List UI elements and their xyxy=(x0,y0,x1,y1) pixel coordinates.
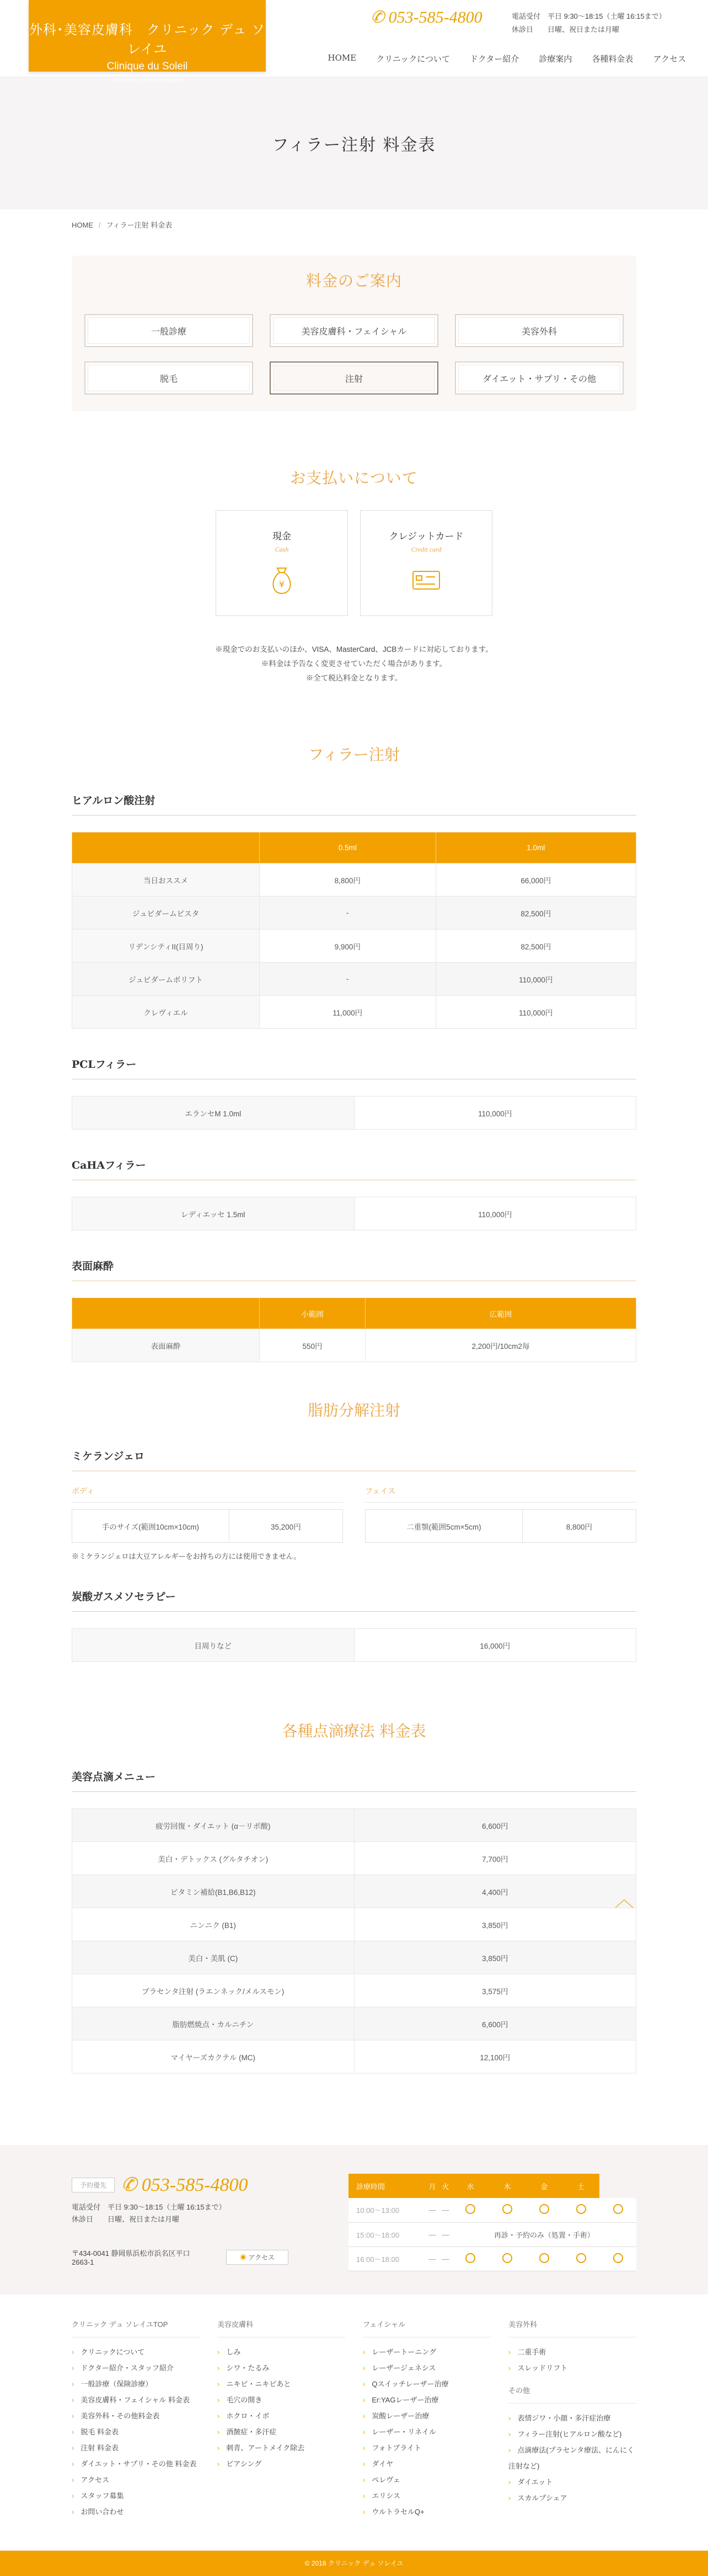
price-cell: 8,800円 xyxy=(260,863,436,897)
footer-link[interactable]: › フィラー注射(ヒアルロン酸など) xyxy=(508,2426,636,2442)
table-row xyxy=(72,1629,636,1662)
row-label: リデンシティII(目周り) xyxy=(72,930,260,963)
footer-link[interactable]: › ホクロ・イボ xyxy=(217,2408,345,2424)
breadcrumb-current: フィラー注射 料金表 xyxy=(106,221,173,229)
body-label: ボディ xyxy=(72,1486,343,1503)
co2-price-table xyxy=(72,1628,636,1662)
table-header-row xyxy=(72,1298,636,1329)
cal-cell: — xyxy=(426,2222,439,2246)
table-header-row xyxy=(348,2174,636,2198)
footer-link[interactable]: › レーザートーニング xyxy=(363,2344,491,2360)
footer-link[interactable]: › エリシス xyxy=(363,2488,491,2504)
footer-link[interactable]: › 二重手術 xyxy=(508,2344,636,2360)
cal-cell: — xyxy=(439,2222,452,2246)
payment-title: お支払いについて xyxy=(290,469,418,487)
footer-col-clinic xyxy=(72,2319,200,2520)
table-row xyxy=(72,1197,636,1230)
consultation-calendar xyxy=(348,2174,636,2271)
price-cell: 550円 xyxy=(260,1329,366,1362)
open-circle-icon xyxy=(576,2204,586,2214)
cal-cell xyxy=(489,2198,526,2222)
row-label: 脂肪燃焼点・カルニチン xyxy=(72,2007,355,2040)
contact-phone[interactable]: ✆ 053-585-4800 xyxy=(121,2175,248,2195)
footer-link[interactable]: › しみ xyxy=(217,2344,345,2360)
footer-link[interactable]: › 点滴療法(プラセンタ療法、にんにく注射など) xyxy=(508,2442,636,2474)
site-header xyxy=(0,0,708,84)
price-cell: 12,100円 xyxy=(354,2040,636,2073)
cal-cell: — xyxy=(439,2246,452,2271)
open-circle-icon xyxy=(539,2204,549,2214)
contact-hours-line: 電話受付 平日 9:30〜18:15（土曜 16:15まで） xyxy=(72,2203,226,2211)
price-cell: 3,850円 xyxy=(354,1941,636,1974)
table-row xyxy=(72,930,636,963)
money-bag-icon xyxy=(265,564,298,597)
footer-link[interactable]: › Er:YAGレーザー治療 xyxy=(363,2392,491,2408)
row-label: 当日おススメ xyxy=(72,863,260,897)
cal-cell xyxy=(489,2246,526,2271)
footer-link[interactable]: › 刺青、アートメイク除去 xyxy=(217,2440,345,2456)
contact-hours xyxy=(72,2201,325,2226)
footer-link[interactable]: › クリニックについて xyxy=(72,2344,200,2360)
price-cell: - xyxy=(260,963,436,996)
clinic-logo[interactable] xyxy=(29,0,266,84)
page-title-band xyxy=(0,77,708,209)
footer-link[interactable]: › ペレヴェ xyxy=(363,2472,491,2488)
open-circle-icon xyxy=(539,2253,549,2263)
footer-link[interactable]: › 毛穴の開き xyxy=(217,2392,345,2408)
payment-notes xyxy=(72,642,636,685)
payment-note: ※料金は予告なく変更させていただく場合があります。 xyxy=(261,660,447,668)
header-hours-line: 電話受付 平日 9:30〜18:15（土曜 16:15まで） xyxy=(512,12,666,20)
col-header: 金 xyxy=(525,2174,562,2198)
cash-card xyxy=(216,510,348,616)
breadcrumb-separator: / xyxy=(99,221,101,229)
col-header: 木 xyxy=(489,2174,526,2198)
price-cell: 82,500円 xyxy=(436,930,636,963)
footer-link[interactable]: › 美容皮膚科・フェイシャル 料金表 xyxy=(72,2392,200,2408)
footer-col-title: 美容外科 xyxy=(508,2319,636,2337)
price-cell: 11,000円 xyxy=(260,996,436,1029)
col-header: 診療時間 xyxy=(348,2174,426,2198)
cal-cell xyxy=(525,2246,562,2271)
phone-icon: ✆ xyxy=(371,8,389,26)
caha-price-table xyxy=(72,1197,636,1230)
table-row xyxy=(72,1510,343,1543)
cal-cell: — xyxy=(439,2198,452,2222)
category-hair-removal-button[interactable]: 脱毛 xyxy=(84,361,253,395)
footer-link[interactable]: › スタッフ募集 xyxy=(72,2488,200,2504)
payment-section xyxy=(72,466,636,685)
col-header: 月 xyxy=(426,2174,439,2198)
footer-links xyxy=(0,2294,708,2551)
nav-access[interactable]: アクセス xyxy=(653,54,686,64)
row-label: ニンニク (B1) xyxy=(72,1908,355,1941)
reservation-badge: 予約優先 xyxy=(72,2178,115,2192)
table-row xyxy=(72,1809,636,1842)
mikeran-heading: ミケランジェロ xyxy=(72,1448,636,1471)
phone-icon: ✆ xyxy=(121,2175,142,2195)
breadcrumb-home[interactable]: HOME xyxy=(72,221,93,229)
table-row xyxy=(366,1510,636,1543)
cash-subtitle: Cash xyxy=(275,546,289,553)
payment-note: ※全て税込料金となります。 xyxy=(305,674,403,682)
footer-link[interactable]: › 酒皶症・多汗症 xyxy=(217,2424,345,2440)
cal-span-cell: 再診・予約のみ（処置・手術） xyxy=(452,2222,636,2246)
co2-heading: 炭酸ガスメソセラピー xyxy=(72,1589,636,1612)
open-circle-icon xyxy=(502,2204,512,2214)
map-pin-icon: ◉ xyxy=(240,2253,249,2261)
mikeran-body xyxy=(72,1486,343,1543)
nav-doctor[interactable]: ドクター紹介 xyxy=(470,54,519,64)
col-header xyxy=(72,1298,260,1329)
credit-card-icon xyxy=(410,564,443,597)
credit-card-card xyxy=(360,510,492,616)
footer-link[interactable]: › お問い合わせ xyxy=(72,2504,200,2520)
row-label: ビタミン補給(B1,B6,B12) xyxy=(72,1875,355,1908)
table-row xyxy=(72,2007,636,2040)
open-circle-icon xyxy=(613,2253,623,2263)
time-slot: 10:00〜13:00 xyxy=(348,2198,426,2222)
row-label: 表面麻酔 xyxy=(72,1329,260,1362)
row-label: 疲労回復・ダイエット (α－リポ酸) xyxy=(72,1809,355,1842)
price-cell: 4,400円 xyxy=(354,1875,636,1908)
col-header: 1.0ml xyxy=(436,833,636,863)
footer-link[interactable]: › シワ・たるみ xyxy=(217,2360,345,2376)
mikeran-note: ※ミケランジェロは大豆アレルギーをお持ちの方には使用できません。 xyxy=(72,1552,301,1560)
credit-title: クレジットカード xyxy=(389,531,464,542)
table-row xyxy=(72,1329,636,1362)
table-row xyxy=(72,1875,636,1908)
col-header: 水 xyxy=(452,2174,489,2198)
col-header: 火 xyxy=(439,2174,452,2198)
drip-heading: 美容点滴メニュー xyxy=(72,1769,636,1792)
price-cell: 16,000円 xyxy=(354,1629,636,1662)
cal-cell xyxy=(562,2198,599,2222)
cal-cell xyxy=(452,2198,489,2222)
contact-info xyxy=(72,2174,325,2271)
drip-section-title: 各種点滴療法 料金表 xyxy=(282,1722,426,1740)
credit-subtitle: Credit card xyxy=(411,546,442,553)
footer-link[interactable]: › レーザー・リネイル xyxy=(363,2424,491,2440)
col-header: 0.5ml xyxy=(260,833,436,863)
table-row xyxy=(348,2246,636,2271)
contact-section xyxy=(0,2145,708,2294)
logo-subtitle: Clinique du Soleil xyxy=(106,61,188,72)
nav-about[interactable]: クリニックについて xyxy=(376,54,450,64)
row-label: レディエッセ 1.5ml xyxy=(72,1197,355,1230)
face-label: フェイス xyxy=(365,1486,636,1503)
category-diet-button[interactable]: ダイエット・サプリ・その他 xyxy=(455,361,624,395)
nav-treatment[interactable]: 診療案内 xyxy=(539,54,572,64)
footer-col-facial xyxy=(363,2319,491,2520)
category-injection-button[interactable]: 注射 xyxy=(270,361,438,395)
row-label: エランセM 1.0ml xyxy=(72,1097,355,1130)
price-category-buttons xyxy=(83,314,625,395)
mikeran-tables xyxy=(72,1486,636,1543)
row-label: 美白・デトックス (グルタチオン) xyxy=(72,1842,355,1875)
price-cell: 6,600円 xyxy=(354,2007,636,2040)
footer-link[interactable]: › ダイエット xyxy=(508,2474,636,2490)
page-title: フィラー注射 料金表 xyxy=(272,136,436,155)
footer-link[interactable]: › アクセス xyxy=(72,2472,200,2488)
footer-col-title[interactable]: クリニック デュ ソレイユTOP xyxy=(72,2319,200,2337)
copyright-text: © 2018 クリニック デュ ソレイユ xyxy=(304,2559,404,2567)
row-label: クレヴィエル xyxy=(72,996,260,1029)
price-cell: - xyxy=(260,897,436,930)
cal-cell: — xyxy=(426,2198,439,2222)
price-cell: 2,200円/10cm2毎 xyxy=(366,1329,636,1362)
open-circle-icon xyxy=(576,2253,586,2263)
cal-cell: — xyxy=(426,2246,439,2271)
table-header-row xyxy=(72,833,636,863)
footer-link[interactable]: › Qスイッチレーザー治療 xyxy=(363,2376,491,2392)
access-button[interactable]: ◉ アクセス xyxy=(226,2250,288,2265)
header-phone[interactable]: ✆ 053-585-4800 xyxy=(371,8,482,26)
price-guide-title: 料金のご案内 xyxy=(305,272,402,290)
mikeran-face xyxy=(365,1486,636,1543)
footer-link[interactable]: › ニキビ・ニキビあと xyxy=(217,2376,345,2392)
col-header: 土 xyxy=(562,2174,599,2198)
price-cell: 3,575円 xyxy=(354,1974,636,2007)
logo-title: 外科･美容皮膚科 クリニック デュ ソレイユ xyxy=(29,22,266,57)
table-row xyxy=(72,1908,636,1941)
header-hours xyxy=(512,10,666,36)
category-general-button[interactable]: 一般診療 xyxy=(84,314,253,347)
footer-col-title: 美容皮膚科 xyxy=(217,2319,345,2337)
cal-cell xyxy=(599,2246,636,2271)
svg-text:¥: ¥ xyxy=(278,579,285,590)
row-label: 手のサイズ(範囲10cm×10cm) xyxy=(72,1510,229,1543)
price-cell: 9,900円 xyxy=(260,930,436,963)
footer-col-title: その他 xyxy=(508,2385,636,2404)
category-surgery-button[interactable]: 美容外科 xyxy=(455,314,624,347)
hyaluronic-price-table xyxy=(72,832,636,1029)
category-dermatology-button[interactable]: 美容皮膚科・フェイシャル xyxy=(270,314,438,347)
table-row xyxy=(348,2198,636,2222)
payment-note: ※現金でのお支払いのほか、VISA、MasterCard、JCBカードに対応しております。 xyxy=(215,645,493,654)
nav-price[interactable]: 各種料金表 xyxy=(592,54,634,64)
footer-link[interactable]: › スカルプシェア xyxy=(508,2490,636,2506)
price-cell: 82,500円 xyxy=(436,897,636,930)
breadcrumb xyxy=(72,217,636,234)
row-label: 美白・美肌 (C) xyxy=(72,1941,355,1974)
table-row xyxy=(72,863,636,897)
price-cell: 35,200円 xyxy=(229,1510,342,1543)
row-label: ジュビダームボリフト xyxy=(72,963,260,996)
footer-link[interactable]: › ウルトラセルQ+ xyxy=(363,2504,491,2520)
body-price-table xyxy=(72,1509,343,1543)
pcl-price-table xyxy=(72,1096,636,1130)
open-circle-icon xyxy=(465,2253,475,2263)
face-price-table xyxy=(365,1509,636,1543)
footer-link[interactable]: › 表情ジワ・小顔・多汗症治療 xyxy=(508,2410,636,2426)
filler-section-title: フィラー注射 xyxy=(308,746,400,764)
table-row xyxy=(72,1097,636,1130)
footer-link[interactable]: › フォトブライト xyxy=(363,2440,491,2456)
price-cell: 8,800円 xyxy=(522,1510,636,1543)
footer-link[interactable]: › 脱毛 料金表 xyxy=(72,2424,200,2440)
anesthesia-heading: 表面麻酔 xyxy=(72,1258,636,1281)
open-circle-icon xyxy=(613,2204,623,2214)
footer-link[interactable]: › スレッドリフト xyxy=(508,2360,636,2376)
row-label: ジュビダームビスタ xyxy=(72,897,260,930)
price-cell: 110,000円 xyxy=(436,963,636,996)
footer-col-dermatology xyxy=(217,2319,345,2520)
table-row xyxy=(72,963,636,996)
main-nav xyxy=(328,53,686,64)
header-closed-line: 休診日 日曜、祝日または月曜 xyxy=(512,25,620,34)
footer-link[interactable]: › レーザージェネシス xyxy=(363,2360,491,2376)
cash-title: 現金 xyxy=(272,531,291,542)
row-label: 二重顎(範囲5cm×5cm) xyxy=(366,1510,523,1543)
table-row xyxy=(72,2040,636,2073)
contact-closed-line: 休診日 日曜、祝日または月曜 xyxy=(72,2215,180,2223)
hyaluronic-heading: ヒアルロン酸注射 xyxy=(72,792,636,816)
price-cell: 3,850円 xyxy=(354,1908,636,1941)
consultation-hours-table xyxy=(348,2174,636,2271)
price-cell: 7,700円 xyxy=(354,1842,636,1875)
footer-link[interactable]: › 注射 料金表 xyxy=(72,2440,200,2456)
footer-link[interactable]: › ドクター紹介・スタッフ紹介 xyxy=(72,2360,200,2376)
open-circle-icon xyxy=(465,2204,475,2214)
time-slot: 16:00〜18:00 xyxy=(348,2246,426,2271)
price-cell: 110,000円 xyxy=(354,1097,636,1130)
table-row xyxy=(72,1842,636,1875)
footer-link[interactable]: › ダイエット・サプリ・その他 料金表 xyxy=(72,2456,200,2472)
col-header: 広範囲 xyxy=(366,1298,636,1329)
footer-link[interactable]: › 美容外科・その他料金表 xyxy=(72,2408,200,2424)
footer-col-surgery xyxy=(508,2319,636,2520)
row-label: マイヤーズカクテル (MC) xyxy=(72,2040,355,2073)
table-row xyxy=(72,996,636,1029)
cal-cell xyxy=(599,2198,636,2222)
table-row xyxy=(72,897,636,930)
fat-section-title: 脂肪分解注射 xyxy=(307,1401,400,1419)
table-row xyxy=(348,2222,636,2246)
col-header xyxy=(72,833,260,863)
cal-cell xyxy=(525,2198,562,2222)
row-label: 目周りなど xyxy=(72,1629,355,1662)
scroll-to-top-icon[interactable] xyxy=(613,1893,635,1915)
footer-link[interactable]: › ピアシング xyxy=(217,2456,345,2472)
price-cell: 110,000円 xyxy=(436,996,636,1029)
nav-home[interactable]: HOME xyxy=(328,53,357,63)
drip-price-table xyxy=(72,1808,636,2073)
table-row xyxy=(72,1974,636,2007)
footer-link[interactable]: › ダイヤ xyxy=(363,2456,491,2472)
time-slot: 15:00〜18:00 xyxy=(348,2222,426,2246)
footer-link[interactable]: › 一般診療（保険診療） xyxy=(72,2376,200,2392)
open-circle-icon xyxy=(502,2253,512,2263)
anesthesia-price-table xyxy=(72,1298,636,1362)
clinic-address: 〒434-0041 静岡県浜松市浜名区平口2663-1 xyxy=(72,2249,190,2266)
logo-tagline: Bien-être, santé et beauté xyxy=(112,77,183,84)
caha-heading: CaHAフィラー xyxy=(72,1157,636,1180)
footer-col-title: フェイシャル xyxy=(363,2319,491,2337)
cal-cell xyxy=(562,2246,599,2271)
price-guide xyxy=(72,256,636,411)
price-cell: 6,600円 xyxy=(354,1809,636,1842)
row-label: プラセンタ注射 (ラエンネック/メルスモン) xyxy=(72,1974,355,2007)
footer-link[interactable]: › 炭酸レーザー治療 xyxy=(363,2408,491,2424)
cal-cell xyxy=(452,2246,489,2271)
price-cell: 66,000円 xyxy=(436,863,636,897)
col-header: 小範囲 xyxy=(260,1298,366,1329)
pcl-heading: PCLフィラー xyxy=(72,1056,636,1079)
price-cell: 110,000円 xyxy=(354,1197,636,1230)
copyright-bar xyxy=(0,2551,708,2576)
table-row xyxy=(72,1941,636,1974)
